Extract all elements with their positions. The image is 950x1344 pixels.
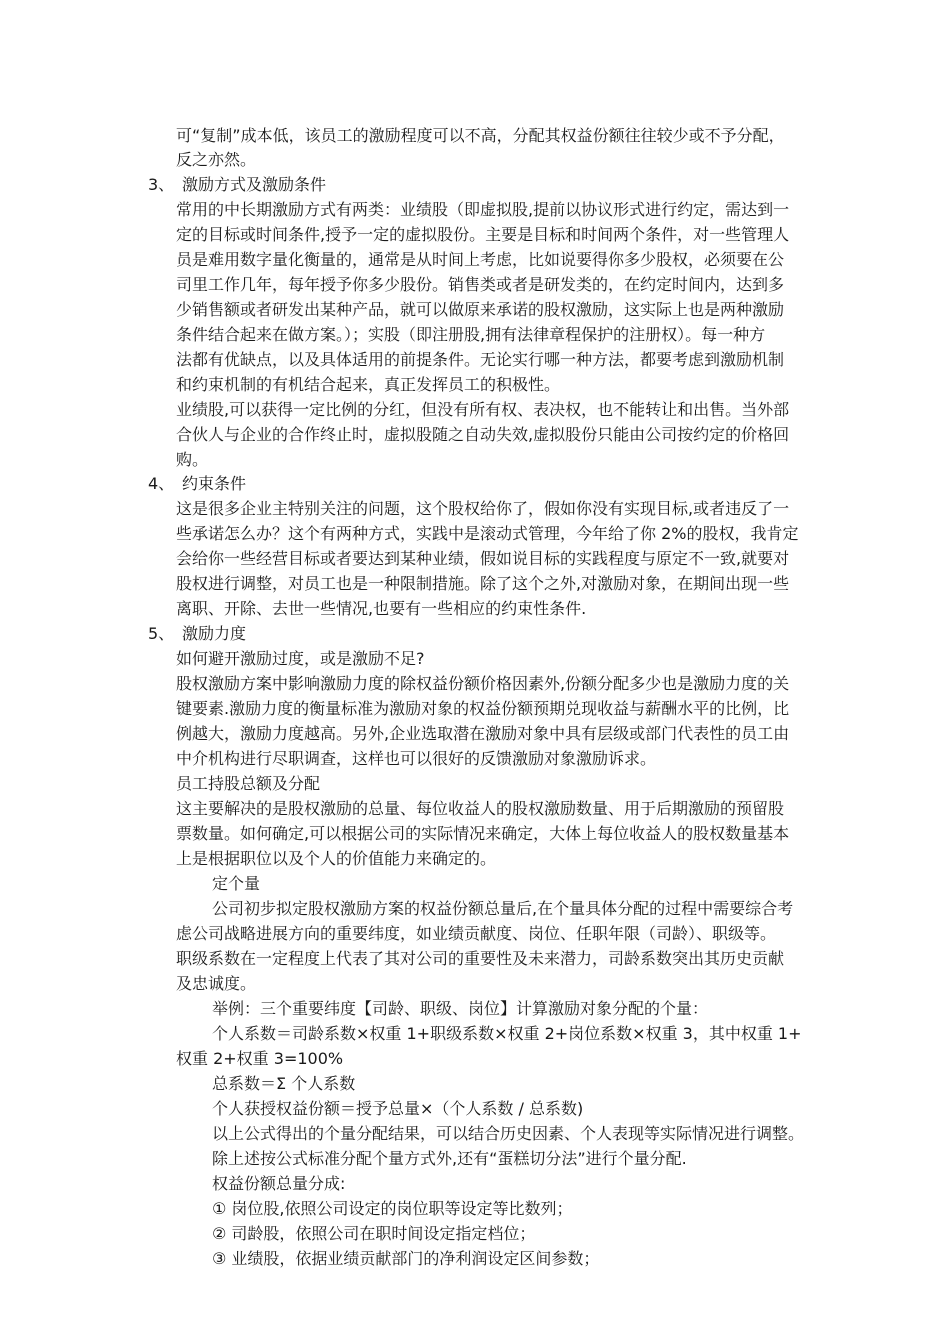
text-line: 合伙人与企业的合作终止时，虚拟股随之自动失效,虚拟股份只能由公司按约定的价格回 (176, 425, 790, 444)
text-line: 少销售额或者研发出某种产品，就可以做原来承诺的股权激励，这实际上也是两种激励 (176, 300, 785, 319)
heading-number: 4、 (148, 474, 175, 493)
text-line: 中介机构进行尽职调查，这样也可以很好的反馈激励对象激励诉求。 (176, 749, 657, 768)
formula-line: 总系数＝Σ 个人系数 (212, 1074, 356, 1093)
text-line: 离职、开除、去世一些情况,也要有一些相应的约束性条件. (176, 599, 587, 618)
text-line: 可“复制”成本低，该员工的激励程度可以不高，分配其权益份额往往较少或不予分配， (176, 126, 785, 145)
text-line: 购。 (176, 450, 209, 469)
text-line: 会给你一些经营目标或者要达到某种业绩，假如说目标的实践程度与原定不一致,就要对 (176, 549, 790, 568)
text-line: 职级系数在一定程度上代表了其对公司的重要性及未来潜力，司龄系数突出其历史贡献 (176, 949, 785, 968)
text-line: 以上公式得出的个量分配结果，可以结合历史因素、个人表现等实际情况进行调整。 (212, 1124, 805, 1143)
text-line: 上是根据职位以及个人的价值能力来确定的。 (176, 849, 497, 868)
text-line: 举例：三个重要纬度【司龄、职级、岗位】计算激励对象分配的个量： (212, 999, 709, 1018)
heading-number: 3、 (148, 175, 175, 194)
subheading: 定个量 (212, 874, 261, 893)
text-line: 法都有优缺点，以及具体适用的前提条件。无论实行哪一种方法，都要考虑到激励机制 (176, 350, 785, 369)
text-line: 除上述按公式标准分配个量方式外,还有“蛋糕切分法”进行个量分配. (212, 1149, 687, 1168)
section-heading-5 (148, 622, 246, 646)
formula-line: 个人获授权益份额＝授予总量×（个人系数 / 总系数) (212, 1099, 584, 1118)
text-line: 这是很多企业主特别关注的问题，这个股权给你了，假如你没有实现目标,或者违反了一 (176, 499, 790, 518)
text-line: 条件结合起来在做方案。）；实股（即注册股,拥有法律章程保护的注册权）。每一种方 (176, 325, 766, 344)
text-line: 虑公司战略进展方向的重要纬度，如业绩贡献度、岗位、任职年限（司龄）、职级等。 (176, 924, 777, 943)
text-line: 公司初步拟定股权激励方案的权益份额总量后,在个量具体分配的过程中需要综合考 (212, 899, 794, 918)
text-line: 和约束机制的有机结合起来，真正发挥员工的积极性。 (176, 375, 561, 394)
text-line: 股权进行调整，对员工也是一种限制措施。除了这个之外,对激励对象，在期间出现一些 (176, 574, 790, 593)
heading-title: 激励力度 (182, 624, 247, 643)
text-line: 些承诺怎么办？这个有两种方式，实践中是滚动式管理，今年给了你 2%的股权，我肯定 (176, 524, 799, 543)
heading-title: 约束条件 (182, 474, 247, 493)
text-line: 员是难用数字量化衡量的，通常是从时间上考虑，比如说要得你多少股权，必须要在公 (176, 250, 785, 269)
text-line: 如何避开激励过度，或是激励不足? (176, 649, 425, 668)
text-line: 常用的中长期激励方式有两类：业绩股（即虚拟股,提前以协议形式进行约定，需达到一 (176, 200, 790, 219)
text-line: 业绩股,可以获得一定比例的分红，但没有所有权、表决权，也不能转让和出售。当外部 (176, 400, 790, 419)
section-heading-3 (148, 173, 326, 197)
text-line: 票数量。如何确定,可以根据公司的实际情况来确定，大体上每位收益人的股权数量基本 (176, 824, 790, 843)
list-item: ② 司龄股，依照公司在职时间设定指定档位； (212, 1224, 536, 1243)
text-line: 键要素.激励力度的衡量标准为激励对象的权益份额预期兑现收益与薪酬水平的比例，比 (176, 699, 790, 718)
text-line: 定的目标或时间条件,授予一定的虚拟股份。主要是目标和时间两个条件，对一些管理人 (176, 225, 790, 244)
heading-title: 激励方式及激励条件 (182, 175, 327, 194)
formula-line: 个人系数＝司龄系数×权重 1+职级系数×权重 2+岗位系数×权重 3，其中权重 1+ (212, 1024, 802, 1043)
formula-line: 权重 2+权重 3=100% (176, 1049, 344, 1068)
text-line: 股权激励方案中影响激励力度的除权益份额价格因素外,份额分配多少也是激励力度的关 (176, 674, 790, 693)
text-line: 权益份额总量分成: (212, 1174, 346, 1193)
heading-number: 5、 (148, 624, 175, 643)
text-line: 及忠诚度。 (176, 974, 257, 993)
list-item: ① 岗位股,依照公司设定的岗位职等设定等比数列； (212, 1199, 573, 1218)
text-line: 司里工作几年，每年授予你多少股份。销售类或者是研发类的，在约定时间内，达到多 (176, 275, 785, 294)
subheading: 员工持股总额及分配 (176, 774, 321, 793)
text-line: 例越大，激励力度越高。另外,企业选取潜在激励对象中具有层级或部门代表性的员工由 (176, 724, 790, 743)
list-item: ③ 业绩股，依据业绩贡献部门的净利润设定区间参数； (212, 1249, 600, 1268)
section-heading-4 (148, 472, 246, 496)
text-line: 这主要解决的是股权激励的总量、每位收益人的股权激励数量、用于后期激励的预留股 (176, 799, 785, 818)
text-line: 反之亦然。 (176, 150, 257, 169)
